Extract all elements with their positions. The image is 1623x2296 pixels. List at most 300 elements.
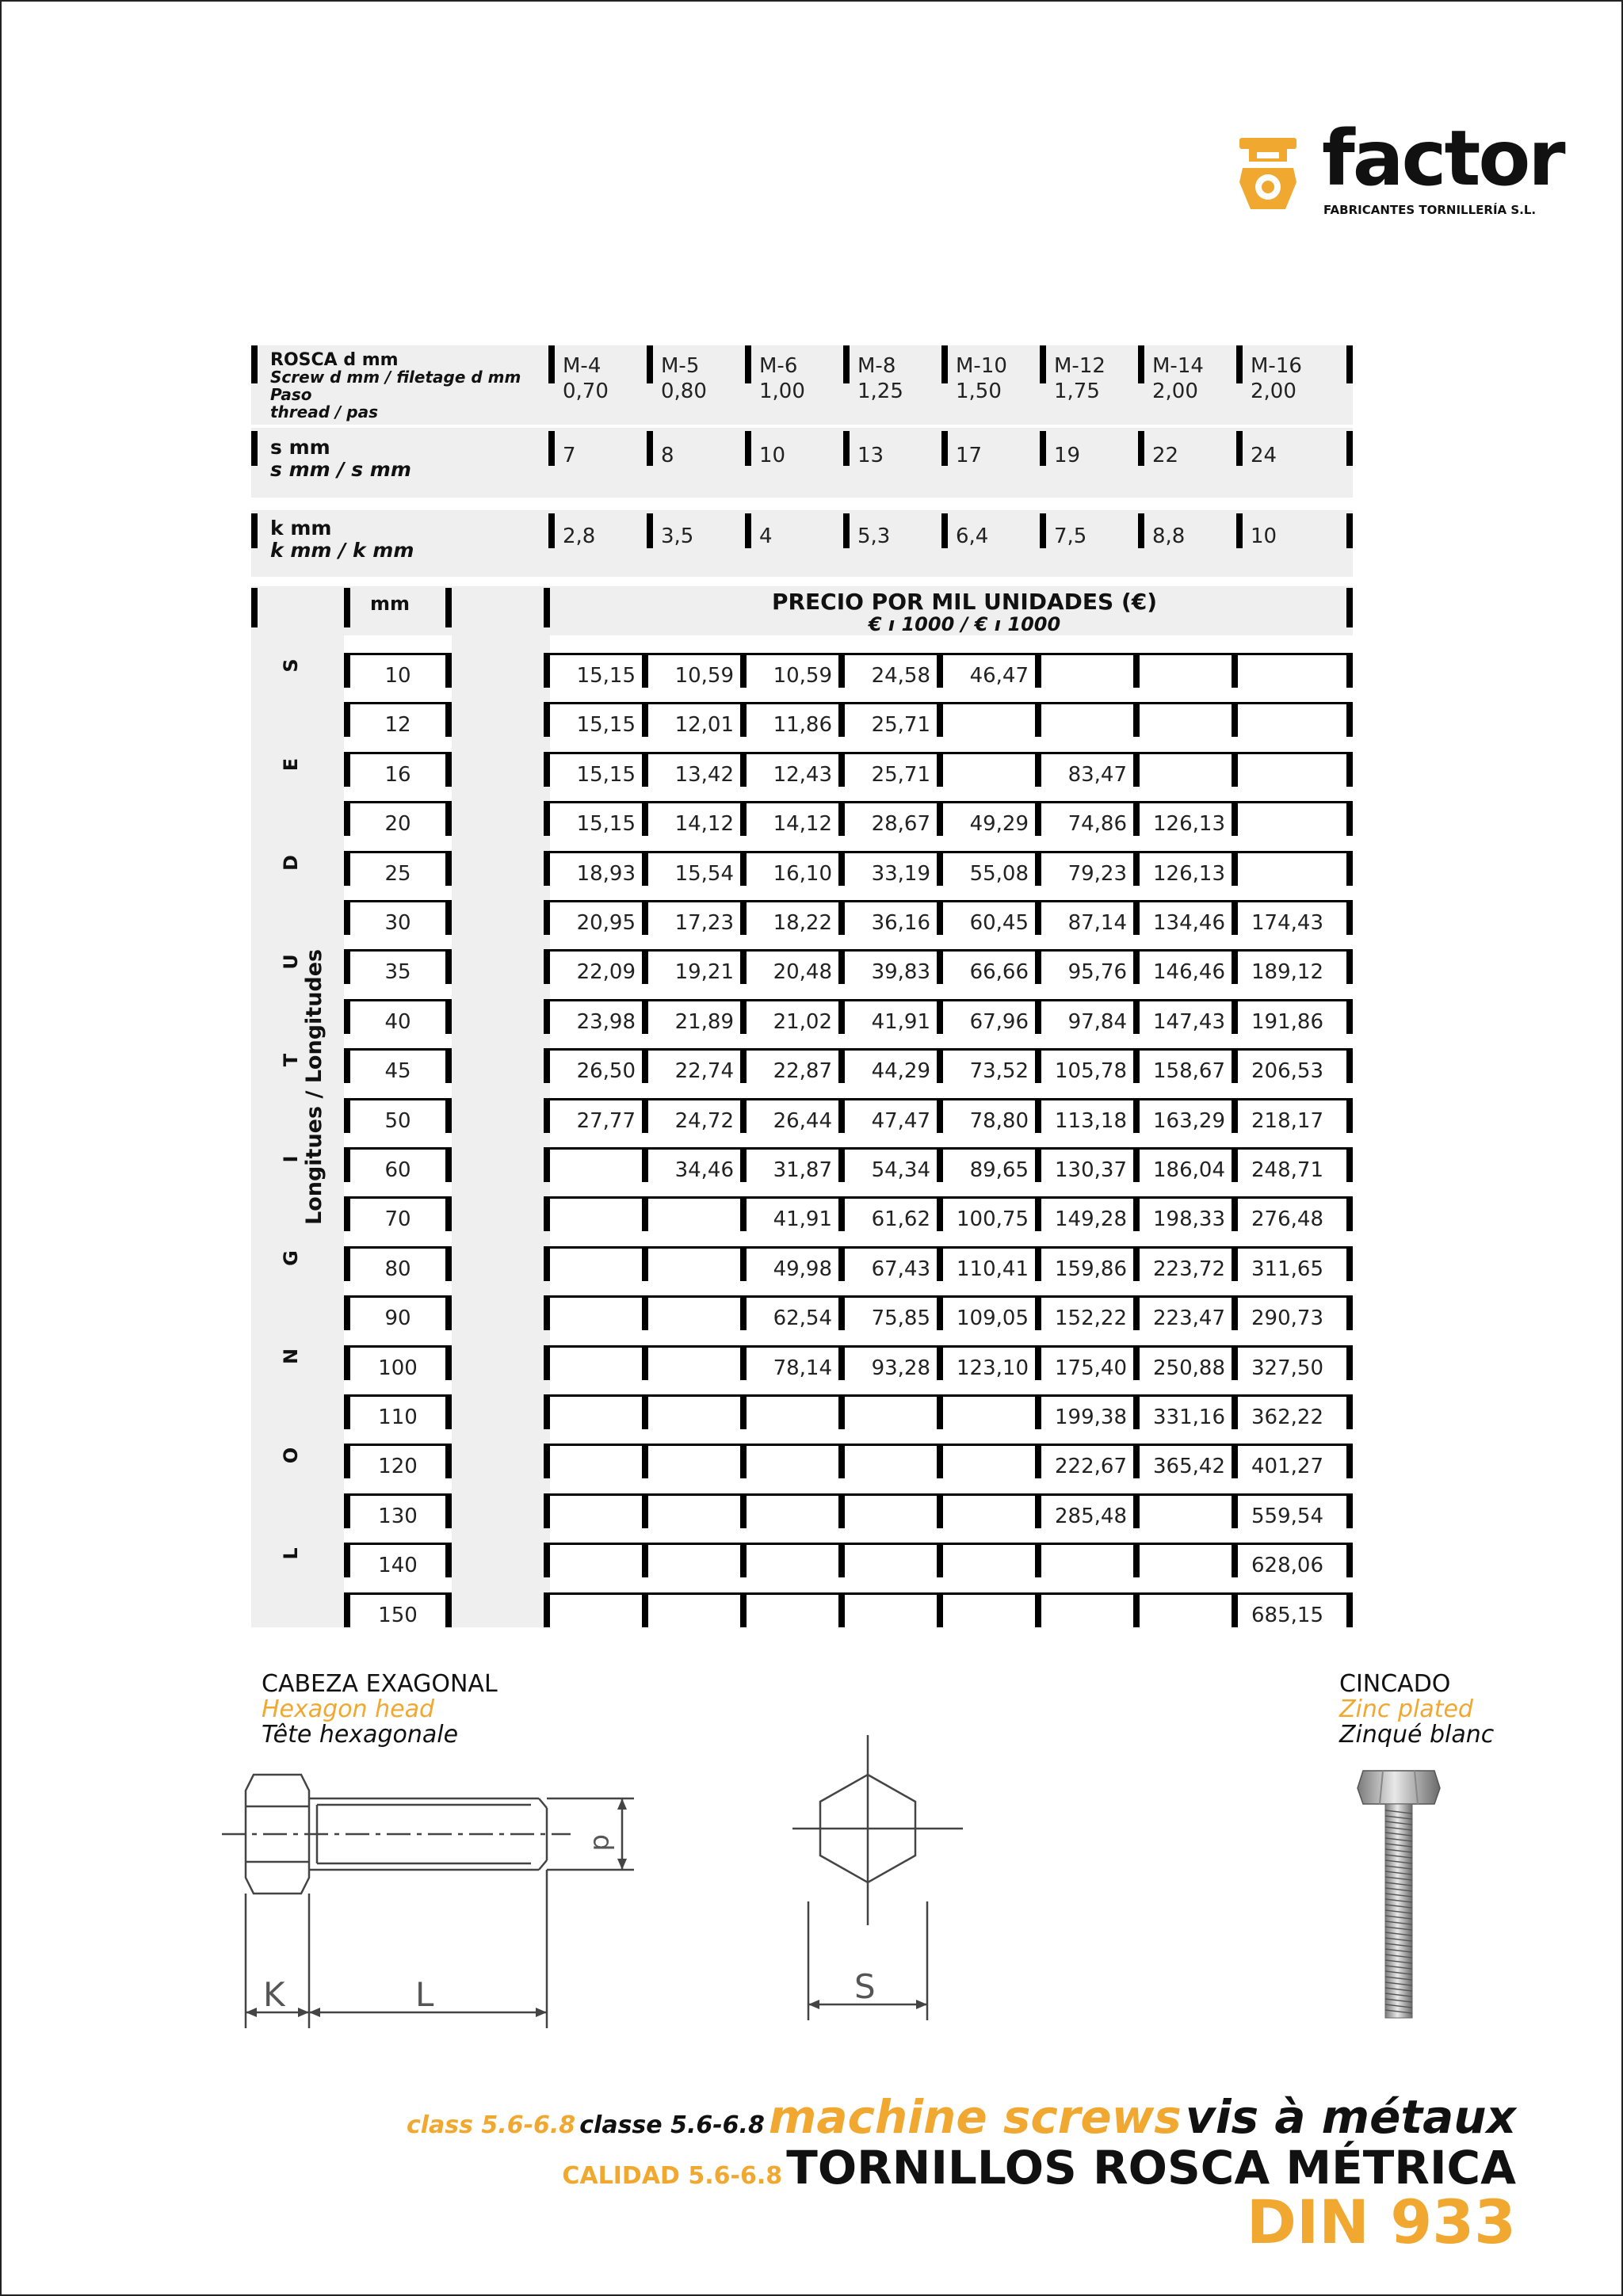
price-subtitle: € ı 1000 / € ı 1000 xyxy=(868,613,1061,635)
price-cell: 685,15 xyxy=(1251,1603,1323,1627)
price-cell: 17,23 xyxy=(674,911,734,935)
price-cell: 62,54 xyxy=(773,1306,832,1331)
price-cell: 54,34 xyxy=(871,1158,930,1182)
column-divider xyxy=(445,588,452,627)
k-label-en: k mm / k mm xyxy=(270,539,414,562)
column-divider xyxy=(344,1543,350,1577)
column-divider xyxy=(642,1592,648,1627)
column-divider xyxy=(1232,752,1238,787)
k-value: 8,8 xyxy=(1152,524,1186,548)
column-divider xyxy=(1346,1246,1353,1281)
thread-pitch: 1,50 xyxy=(956,379,1002,403)
row-rule xyxy=(344,900,452,902)
column-divider xyxy=(843,345,850,383)
column-divider xyxy=(843,431,850,466)
column-divider xyxy=(937,1394,943,1429)
column-divider xyxy=(740,1394,747,1429)
column-divider xyxy=(1346,588,1353,627)
column-divider xyxy=(344,752,350,787)
side-letter: E xyxy=(280,757,302,771)
price-cell: 401,27 xyxy=(1251,1455,1323,1479)
column-divider xyxy=(544,588,550,627)
column-divider xyxy=(1346,1147,1353,1182)
price-cell: 105,78 xyxy=(1055,1059,1127,1084)
column-divider xyxy=(548,513,555,548)
price-cell: 16,10 xyxy=(773,861,832,886)
price-cell: 20,95 xyxy=(576,911,636,935)
price-cell: 331,16 xyxy=(1153,1405,1225,1429)
price-cell: 110,41 xyxy=(957,1257,1029,1281)
column-divider xyxy=(642,1493,648,1528)
side-letter: L xyxy=(280,1547,302,1561)
thread-size: M-10 xyxy=(956,354,1007,378)
row-rule xyxy=(344,1444,452,1446)
price-cell: 36,16 xyxy=(871,911,930,935)
thread-size: M-14 xyxy=(1152,354,1204,378)
price-cell: 66,66 xyxy=(969,960,1029,985)
column-divider xyxy=(1346,1444,1353,1478)
head-caption-fr: Tête hexagonale xyxy=(262,1721,459,1749)
length-value: 90 xyxy=(384,1306,411,1331)
column-divider xyxy=(1346,801,1353,836)
class-en: class 5.6-6.8 xyxy=(406,2111,576,2139)
column-divider xyxy=(1133,1493,1140,1528)
column-divider xyxy=(1232,851,1238,886)
price-cell: 175,40 xyxy=(1055,1356,1127,1380)
price-cell: 21,89 xyxy=(674,1009,734,1034)
price-cell: 75,85 xyxy=(871,1306,930,1331)
price-cell: 152,22 xyxy=(1055,1306,1127,1331)
pitch-label-en: thread / pas xyxy=(270,402,378,421)
thread-pitch: 1,75 xyxy=(1054,379,1100,403)
price-cell: 79,23 xyxy=(1067,861,1127,886)
column-divider xyxy=(642,1444,648,1478)
column-divider xyxy=(344,1246,350,1281)
row-rule xyxy=(344,851,452,853)
column-divider xyxy=(445,851,452,886)
side-letter: T xyxy=(280,1054,302,1067)
column-divider xyxy=(838,1493,845,1528)
column-divider xyxy=(1346,653,1353,688)
column-divider xyxy=(1236,513,1243,548)
price-cell: 83,47 xyxy=(1067,762,1127,787)
price-cell: 78,14 xyxy=(773,1356,832,1380)
price-cell: 41,91 xyxy=(773,1207,832,1232)
s-value: 19 xyxy=(1054,444,1081,467)
price-cell: 25,71 xyxy=(871,762,930,787)
din-standard: DIN 933 xyxy=(1246,2187,1516,2257)
l-dimension-label: L xyxy=(415,1975,434,2014)
price-cell: 67,43 xyxy=(871,1257,930,1281)
bolt-side-view-drawing xyxy=(222,1759,650,2036)
column-divider xyxy=(445,1345,452,1380)
price-cell: 73,52 xyxy=(969,1059,1029,1084)
row-rule xyxy=(344,1147,452,1150)
price-cell: 31,87 xyxy=(773,1158,832,1182)
thread-size: M-6 xyxy=(759,354,798,378)
column-divider xyxy=(445,1444,452,1478)
price-cell: 248,71 xyxy=(1251,1158,1323,1182)
column-divider xyxy=(1035,653,1041,688)
side-letter: O xyxy=(280,1447,302,1463)
column-divider xyxy=(1232,801,1238,836)
side-letter: G xyxy=(280,1249,302,1266)
column-divider xyxy=(445,1048,452,1083)
price-cell: 95,76 xyxy=(1067,960,1127,985)
column-divider xyxy=(1133,752,1140,787)
column-divider xyxy=(445,949,452,984)
s-dimension-label: S xyxy=(854,1967,876,2006)
price-cell: 24,58 xyxy=(871,664,930,688)
column-divider xyxy=(1346,949,1353,984)
row-rule xyxy=(344,1098,452,1100)
column-divider xyxy=(1040,513,1046,548)
price-cell: 223,47 xyxy=(1153,1306,1225,1331)
price-cell: 113,18 xyxy=(1055,1108,1127,1133)
column-divider xyxy=(544,1147,550,1182)
column-divider xyxy=(544,1345,550,1380)
price-cell: 15,15 xyxy=(576,762,636,787)
column-divider xyxy=(1346,752,1353,787)
thread-pitch: 1,00 xyxy=(759,379,805,403)
thread-size: M-8 xyxy=(857,354,896,378)
length-value: 35 xyxy=(384,960,411,985)
thread-pitch: 1,25 xyxy=(857,379,903,403)
price-cell: 18,22 xyxy=(773,911,832,935)
row-rule xyxy=(344,1246,452,1249)
thread-size: M-5 xyxy=(661,354,700,378)
k-value: 7,5 xyxy=(1054,524,1087,548)
price-cell: 149,28 xyxy=(1055,1207,1127,1232)
column-divider xyxy=(1346,1098,1353,1133)
thread-pitch: 2,00 xyxy=(1251,379,1296,403)
price-cell: 22,74 xyxy=(674,1059,734,1084)
side-letter: I xyxy=(280,1155,302,1163)
column-divider xyxy=(1346,1196,1353,1231)
length-value: 40 xyxy=(384,1009,411,1034)
column-divider xyxy=(745,513,751,548)
thread-pitch: 0,80 xyxy=(661,379,707,403)
length-value: 120 xyxy=(378,1455,418,1479)
price-cell: 206,53 xyxy=(1251,1059,1323,1084)
price-cell: 100,75 xyxy=(957,1207,1029,1232)
price-cell: 15,15 xyxy=(576,713,636,738)
price-cell: 44,29 xyxy=(871,1059,930,1084)
price-cell: 250,88 xyxy=(1153,1356,1225,1380)
column-divider xyxy=(344,1147,350,1182)
column-divider xyxy=(344,653,350,688)
column-divider xyxy=(445,653,452,688)
price-cell: 290,73 xyxy=(1251,1306,1323,1331)
column-divider xyxy=(937,752,943,787)
row-rule xyxy=(344,801,452,803)
column-divider xyxy=(941,431,948,466)
column-divider xyxy=(1040,345,1046,383)
row-rule xyxy=(344,1196,452,1199)
length-value: 100 xyxy=(378,1356,418,1380)
s-row-bg xyxy=(251,428,1353,498)
column-divider xyxy=(1133,1543,1140,1577)
column-divider xyxy=(941,345,948,383)
column-divider xyxy=(1138,431,1144,466)
side-letter: U xyxy=(280,954,302,970)
title-fr: vis à métaux xyxy=(1185,2090,1516,2144)
column-divider xyxy=(745,345,751,383)
price-cell: 276,48 xyxy=(1251,1207,1323,1232)
price-cell: 34,46 xyxy=(674,1158,734,1182)
column-divider xyxy=(445,1098,452,1133)
column-divider xyxy=(1133,653,1140,688)
column-divider xyxy=(838,1444,845,1478)
price-cell: 146,46 xyxy=(1153,960,1225,985)
price-table xyxy=(251,345,1353,1627)
length-value: 150 xyxy=(378,1603,418,1627)
length-value: 60 xyxy=(384,1158,411,1182)
thread-size: M-4 xyxy=(563,354,601,378)
column-divider xyxy=(344,588,350,627)
price-cell: 311,65 xyxy=(1251,1257,1323,1281)
length-value: 50 xyxy=(384,1108,411,1133)
price-cell: 174,43 xyxy=(1251,911,1323,935)
k-value: 6,4 xyxy=(956,524,989,548)
price-cell: 89,65 xyxy=(969,1158,1029,1182)
price-cell: 189,12 xyxy=(1251,960,1323,985)
price-cell: 28,67 xyxy=(871,812,930,837)
thread-label: ROSCA d mm xyxy=(270,350,399,370)
column-divider xyxy=(1236,431,1243,466)
price-cell: 158,67 xyxy=(1153,1059,1225,1084)
length-value: 30 xyxy=(384,911,411,935)
row-rule xyxy=(344,949,452,952)
column-divider xyxy=(544,1295,550,1330)
k-dimension-label: K xyxy=(263,1975,285,2014)
price-cell: 199,38 xyxy=(1055,1405,1127,1429)
column-divider xyxy=(740,1592,747,1627)
price-title: PRECIO POR MIL UNIDADES (€) xyxy=(771,589,1158,615)
price-cell: 39,83 xyxy=(871,960,930,985)
column-divider xyxy=(544,1394,550,1429)
column-divider xyxy=(642,1394,648,1429)
price-cell: 93,28 xyxy=(871,1356,930,1380)
column-divider xyxy=(548,431,555,466)
k-value: 2,8 xyxy=(563,524,596,548)
column-divider xyxy=(1346,1592,1353,1627)
column-divider xyxy=(647,345,653,383)
zinc-bolt-image xyxy=(1351,1763,1446,2024)
head-caption-en: Hexagon head xyxy=(262,1695,434,1723)
price-cell: 33,19 xyxy=(871,861,930,886)
column-divider xyxy=(344,1098,350,1133)
finish-caption-en: Zinc plated xyxy=(1339,1695,1473,1723)
price-cell: 123,10 xyxy=(957,1356,1029,1380)
length-value: 12 xyxy=(384,713,411,738)
price-cell: 223,72 xyxy=(1153,1257,1225,1281)
price-cell: 26,44 xyxy=(773,1108,832,1133)
column-divider xyxy=(1346,513,1353,548)
row-rule xyxy=(344,1493,452,1496)
column-divider xyxy=(1346,345,1353,383)
column-divider xyxy=(445,1196,452,1231)
title-es: TORNILLOS ROSCA MÉTRICA xyxy=(786,2141,1516,2195)
column-divider xyxy=(642,1295,648,1330)
row-rule xyxy=(344,1592,452,1595)
length-value: 10 xyxy=(384,664,411,688)
k-value: 4 xyxy=(759,524,773,548)
column-divider xyxy=(1133,1592,1140,1627)
column-divider xyxy=(843,513,850,548)
title-en: machine screws xyxy=(768,2090,1182,2144)
head-caption-es: CABEZA EXAGONAL xyxy=(262,1670,498,1698)
column-divider xyxy=(445,1246,452,1281)
column-divider xyxy=(1346,1543,1353,1577)
column-divider xyxy=(1035,1543,1041,1577)
pitch-label: Paso xyxy=(270,385,312,404)
price-cell: 60,45 xyxy=(969,911,1029,935)
column-divider xyxy=(344,1345,350,1380)
price-cell: 67,96 xyxy=(969,1009,1029,1034)
price-cell: 49,29 xyxy=(969,812,1029,837)
d-dimension-label: d xyxy=(586,1834,618,1852)
k-value: 3,5 xyxy=(661,524,694,548)
length-mm-label: mm xyxy=(370,593,411,615)
column-divider xyxy=(941,513,948,548)
column-divider xyxy=(445,1592,452,1627)
price-cell: 15,15 xyxy=(576,812,636,837)
length-value: 140 xyxy=(378,1554,418,1578)
column-divider xyxy=(344,1592,350,1627)
price-cell: 61,62 xyxy=(871,1207,930,1232)
price-cell: 11,86 xyxy=(773,713,832,738)
price-cell: 18,93 xyxy=(576,861,636,886)
k-value: 5,3 xyxy=(857,524,891,548)
k-row-bg xyxy=(251,510,1353,577)
column-divider xyxy=(344,1444,350,1478)
column-divider xyxy=(344,1295,350,1330)
column-divider xyxy=(1236,345,1243,383)
column-divider xyxy=(251,513,258,548)
column-divider xyxy=(937,1543,943,1577)
column-divider xyxy=(445,1295,452,1330)
price-cell: 14,12 xyxy=(674,812,734,837)
column-divider xyxy=(344,851,350,886)
column-divider xyxy=(344,999,350,1034)
column-divider xyxy=(544,1196,550,1231)
price-cell: 25,71 xyxy=(871,713,930,738)
price-cell: 23,98 xyxy=(576,1009,636,1034)
price-cell: 27,77 xyxy=(576,1108,636,1133)
length-value: 16 xyxy=(384,762,411,787)
length-value: 25 xyxy=(384,861,411,886)
length-value: 70 xyxy=(384,1207,411,1232)
column-divider xyxy=(1346,851,1353,886)
column-divider xyxy=(1346,1048,1353,1083)
class-fr: classe 5.6-6.8 xyxy=(579,2111,765,2139)
column-divider xyxy=(344,949,350,984)
price-cell: 126,13 xyxy=(1153,812,1225,837)
length-value: 45 xyxy=(384,1059,411,1084)
finish-caption-es: CINCADO xyxy=(1339,1670,1451,1698)
price-cell: 49,98 xyxy=(773,1257,832,1281)
s-label: s mm xyxy=(270,436,330,459)
length-value: 130 xyxy=(378,1504,418,1528)
price-cell: 13,42 xyxy=(674,762,734,787)
column-divider xyxy=(344,900,350,935)
thread-pitch: 2,00 xyxy=(1152,379,1198,403)
k-label: k mm xyxy=(270,517,332,540)
column-divider xyxy=(1138,513,1144,548)
price-cell: 14,12 xyxy=(773,812,832,837)
price-cell: 41,91 xyxy=(871,1009,930,1034)
s-value: 7 xyxy=(563,444,576,467)
column-divider xyxy=(251,431,258,466)
s-label-en: s mm / s mm xyxy=(270,458,411,481)
price-cell: 186,04 xyxy=(1153,1158,1225,1182)
column-divider xyxy=(544,1444,550,1478)
column-divider xyxy=(1035,702,1041,737)
row-rule xyxy=(344,653,452,655)
price-cell: 15,54 xyxy=(674,861,734,886)
price-cell: 19,21 xyxy=(674,960,734,985)
thread-pitch: 0,70 xyxy=(563,379,609,403)
price-cell: 12,43 xyxy=(773,762,832,787)
price-cell: 10,59 xyxy=(674,664,734,688)
row-rule xyxy=(344,1543,452,1545)
column-divider xyxy=(1040,431,1046,466)
column-divider xyxy=(740,1493,747,1528)
column-divider xyxy=(1346,1394,1353,1429)
thread-label-en: Screw d mm / filetage d mm xyxy=(270,368,521,387)
column-divider xyxy=(548,345,555,383)
price-cell: 559,54 xyxy=(1251,1504,1323,1528)
price-cell: 130,37 xyxy=(1055,1158,1127,1182)
column-divider xyxy=(1138,345,1144,383)
column-divider xyxy=(1035,1592,1041,1627)
price-cell: 147,43 xyxy=(1153,1009,1225,1034)
column-divider xyxy=(642,1196,648,1231)
column-divider xyxy=(937,702,943,737)
price-cell: 21,02 xyxy=(773,1009,832,1034)
price-cell: 327,50 xyxy=(1251,1356,1323,1380)
column-divider xyxy=(838,1394,845,1429)
brand-name: factor xyxy=(1322,114,1564,203)
brand-subtitle: FABRICANTES TORNILLERÍA S.L. xyxy=(1323,203,1537,217)
price-cell: 134,46 xyxy=(1153,911,1225,935)
price-cell: 47,47 xyxy=(871,1108,930,1133)
row-rule xyxy=(344,1394,452,1397)
price-cell: 20,48 xyxy=(773,960,832,985)
footer-line-1 xyxy=(407,2090,1516,2144)
length-value: 20 xyxy=(384,812,411,837)
side-label-bg xyxy=(251,635,344,1627)
column-divider xyxy=(445,801,452,836)
length-value: 80 xyxy=(384,1257,411,1281)
column-divider xyxy=(838,1543,845,1577)
column-divider xyxy=(937,1444,943,1478)
row-rule xyxy=(344,702,452,704)
column-divider xyxy=(344,1196,350,1231)
column-divider xyxy=(1346,702,1353,737)
brand-logo xyxy=(1236,114,1564,222)
column-divider xyxy=(1232,702,1238,737)
column-divider xyxy=(1346,999,1353,1034)
column-divider xyxy=(642,1345,648,1380)
column-divider xyxy=(445,1147,452,1182)
column-divider xyxy=(1346,431,1353,466)
row-rule xyxy=(344,1295,452,1298)
hexagon-top-view-drawing xyxy=(792,1735,975,2028)
column-divider xyxy=(838,1592,845,1627)
column-divider xyxy=(740,1543,747,1577)
